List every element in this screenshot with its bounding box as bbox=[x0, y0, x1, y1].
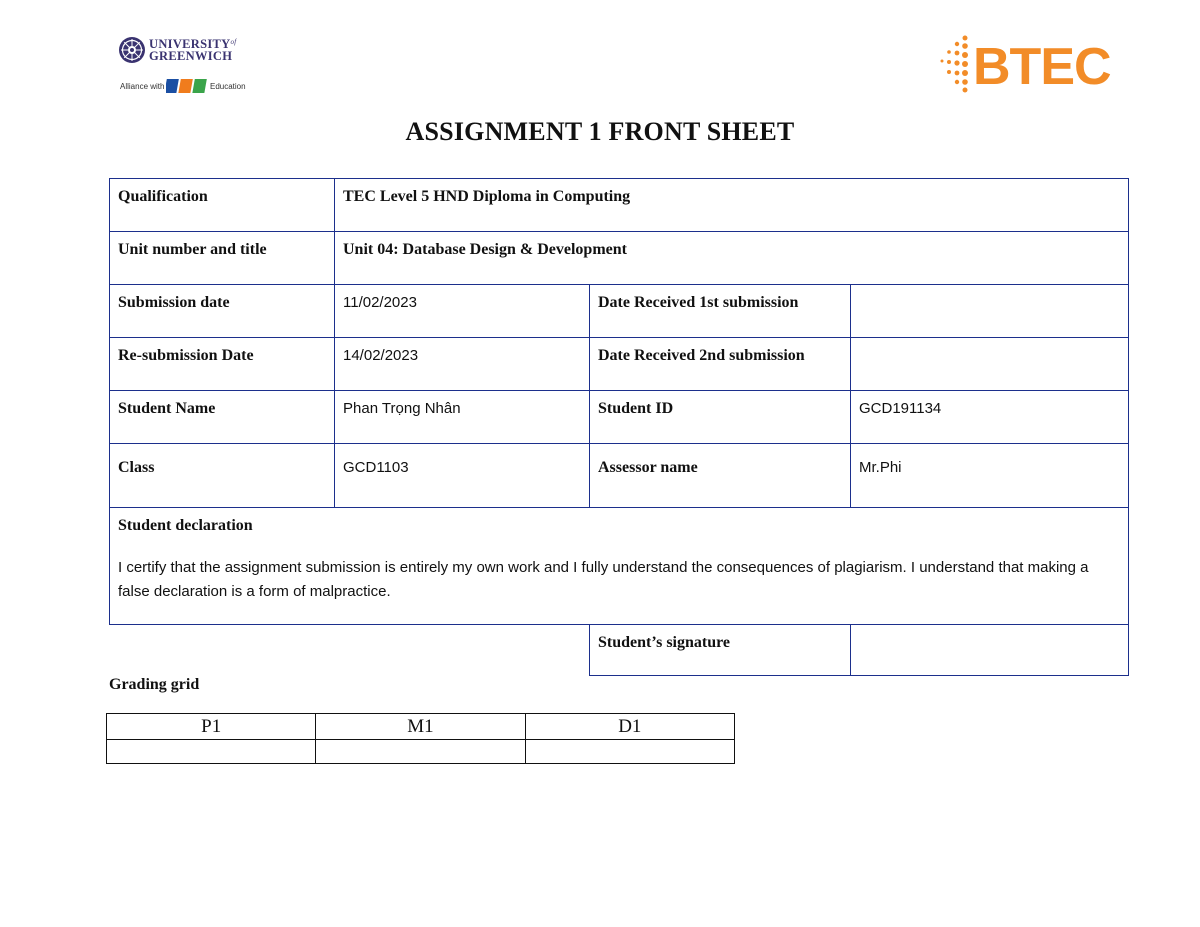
signature-label: Student’s signature bbox=[590, 625, 851, 676]
resubmission-date-label: Re-submission Date bbox=[110, 338, 335, 391]
btec-logo bbox=[937, 32, 1123, 94]
grading-grid-label: Grading grid bbox=[109, 676, 200, 693]
date-received-1-value bbox=[851, 285, 1129, 338]
alliance-suffix: Education bbox=[210, 82, 246, 91]
date-received-1-label: Date Received 1st submission bbox=[590, 285, 851, 338]
row-resubmission-date bbox=[110, 338, 1129, 391]
btec-dots-icon bbox=[941, 36, 969, 93]
grading-header-row bbox=[107, 714, 735, 740]
assessor-value: Mr.Phi bbox=[851, 444, 1129, 508]
university-name: $UNIVERSITY^{of}$ GREENWICH bbox=[149, 37, 237, 63]
qualification-label: Qualification bbox=[110, 179, 335, 232]
qualification-value: TEC Level 5 HND Diploma in Computing bbox=[335, 179, 1129, 232]
greenwich-seal-icon bbox=[118, 36, 146, 64]
row-signature bbox=[110, 625, 1129, 676]
class-label: Class bbox=[110, 444, 335, 508]
date-received-2-label: Date Received 2nd submission bbox=[590, 338, 851, 391]
row-declaration bbox=[110, 508, 1129, 625]
signature-value bbox=[851, 625, 1129, 676]
grade-header-d1: D1 bbox=[525, 714, 734, 740]
grade-header-m1: M1 bbox=[316, 714, 525, 740]
unit-label: Unit number and title bbox=[110, 232, 335, 285]
grade-value-p1 bbox=[107, 740, 316, 764]
grade-value-d1 bbox=[525, 740, 734, 764]
fpt-logo-icon bbox=[166, 78, 210, 94]
resubmission-date-value: 14/02/2023 bbox=[335, 338, 590, 391]
student-declaration bbox=[110, 508, 1129, 625]
btec-text: BTEC bbox=[973, 38, 1111, 94]
signature-spacer bbox=[110, 625, 590, 676]
grading-grid-table bbox=[106, 713, 735, 764]
row-class bbox=[110, 444, 1129, 508]
row-submission-date bbox=[110, 285, 1129, 338]
submission-date-label: Submission date bbox=[110, 285, 335, 338]
student-name-value: Phan Trọng Nhân bbox=[335, 391, 590, 444]
alliance-prefix: Alliance with bbox=[120, 82, 165, 91]
student-id-value: GCD191134 bbox=[851, 391, 1129, 444]
assessor-label: Assessor name bbox=[590, 444, 851, 508]
front-sheet-table bbox=[109, 178, 1129, 676]
declaration-text: I certify that the assignment submission is entirely my own work and I fully understand the consequences of plagiarism. I understand that making a false declaration is a form of malpractice. bbox=[118, 559, 1089, 600]
declaration-heading: Student declaration bbox=[118, 517, 253, 534]
class-value: GCD1103 bbox=[335, 444, 590, 508]
unit-value: Unit 04: Database Design & Development bbox=[335, 232, 1129, 285]
grade-value-m1 bbox=[316, 740, 525, 764]
university-of-greenwich-logo bbox=[118, 34, 258, 96]
submission-date-value: 11/02/2023 bbox=[335, 285, 590, 338]
row-unit bbox=[110, 232, 1129, 285]
row-student bbox=[110, 391, 1129, 444]
student-name-label: Student Name bbox=[110, 391, 335, 444]
student-id-label: Student ID bbox=[590, 391, 851, 444]
date-received-2-value bbox=[851, 338, 1129, 391]
page-title: ASSIGNMENT 1 FRONT SHEET bbox=[405, 117, 795, 146]
row-qualification bbox=[110, 179, 1129, 232]
grading-value-row bbox=[107, 740, 735, 764]
grade-header-p1: P1 bbox=[107, 714, 316, 740]
